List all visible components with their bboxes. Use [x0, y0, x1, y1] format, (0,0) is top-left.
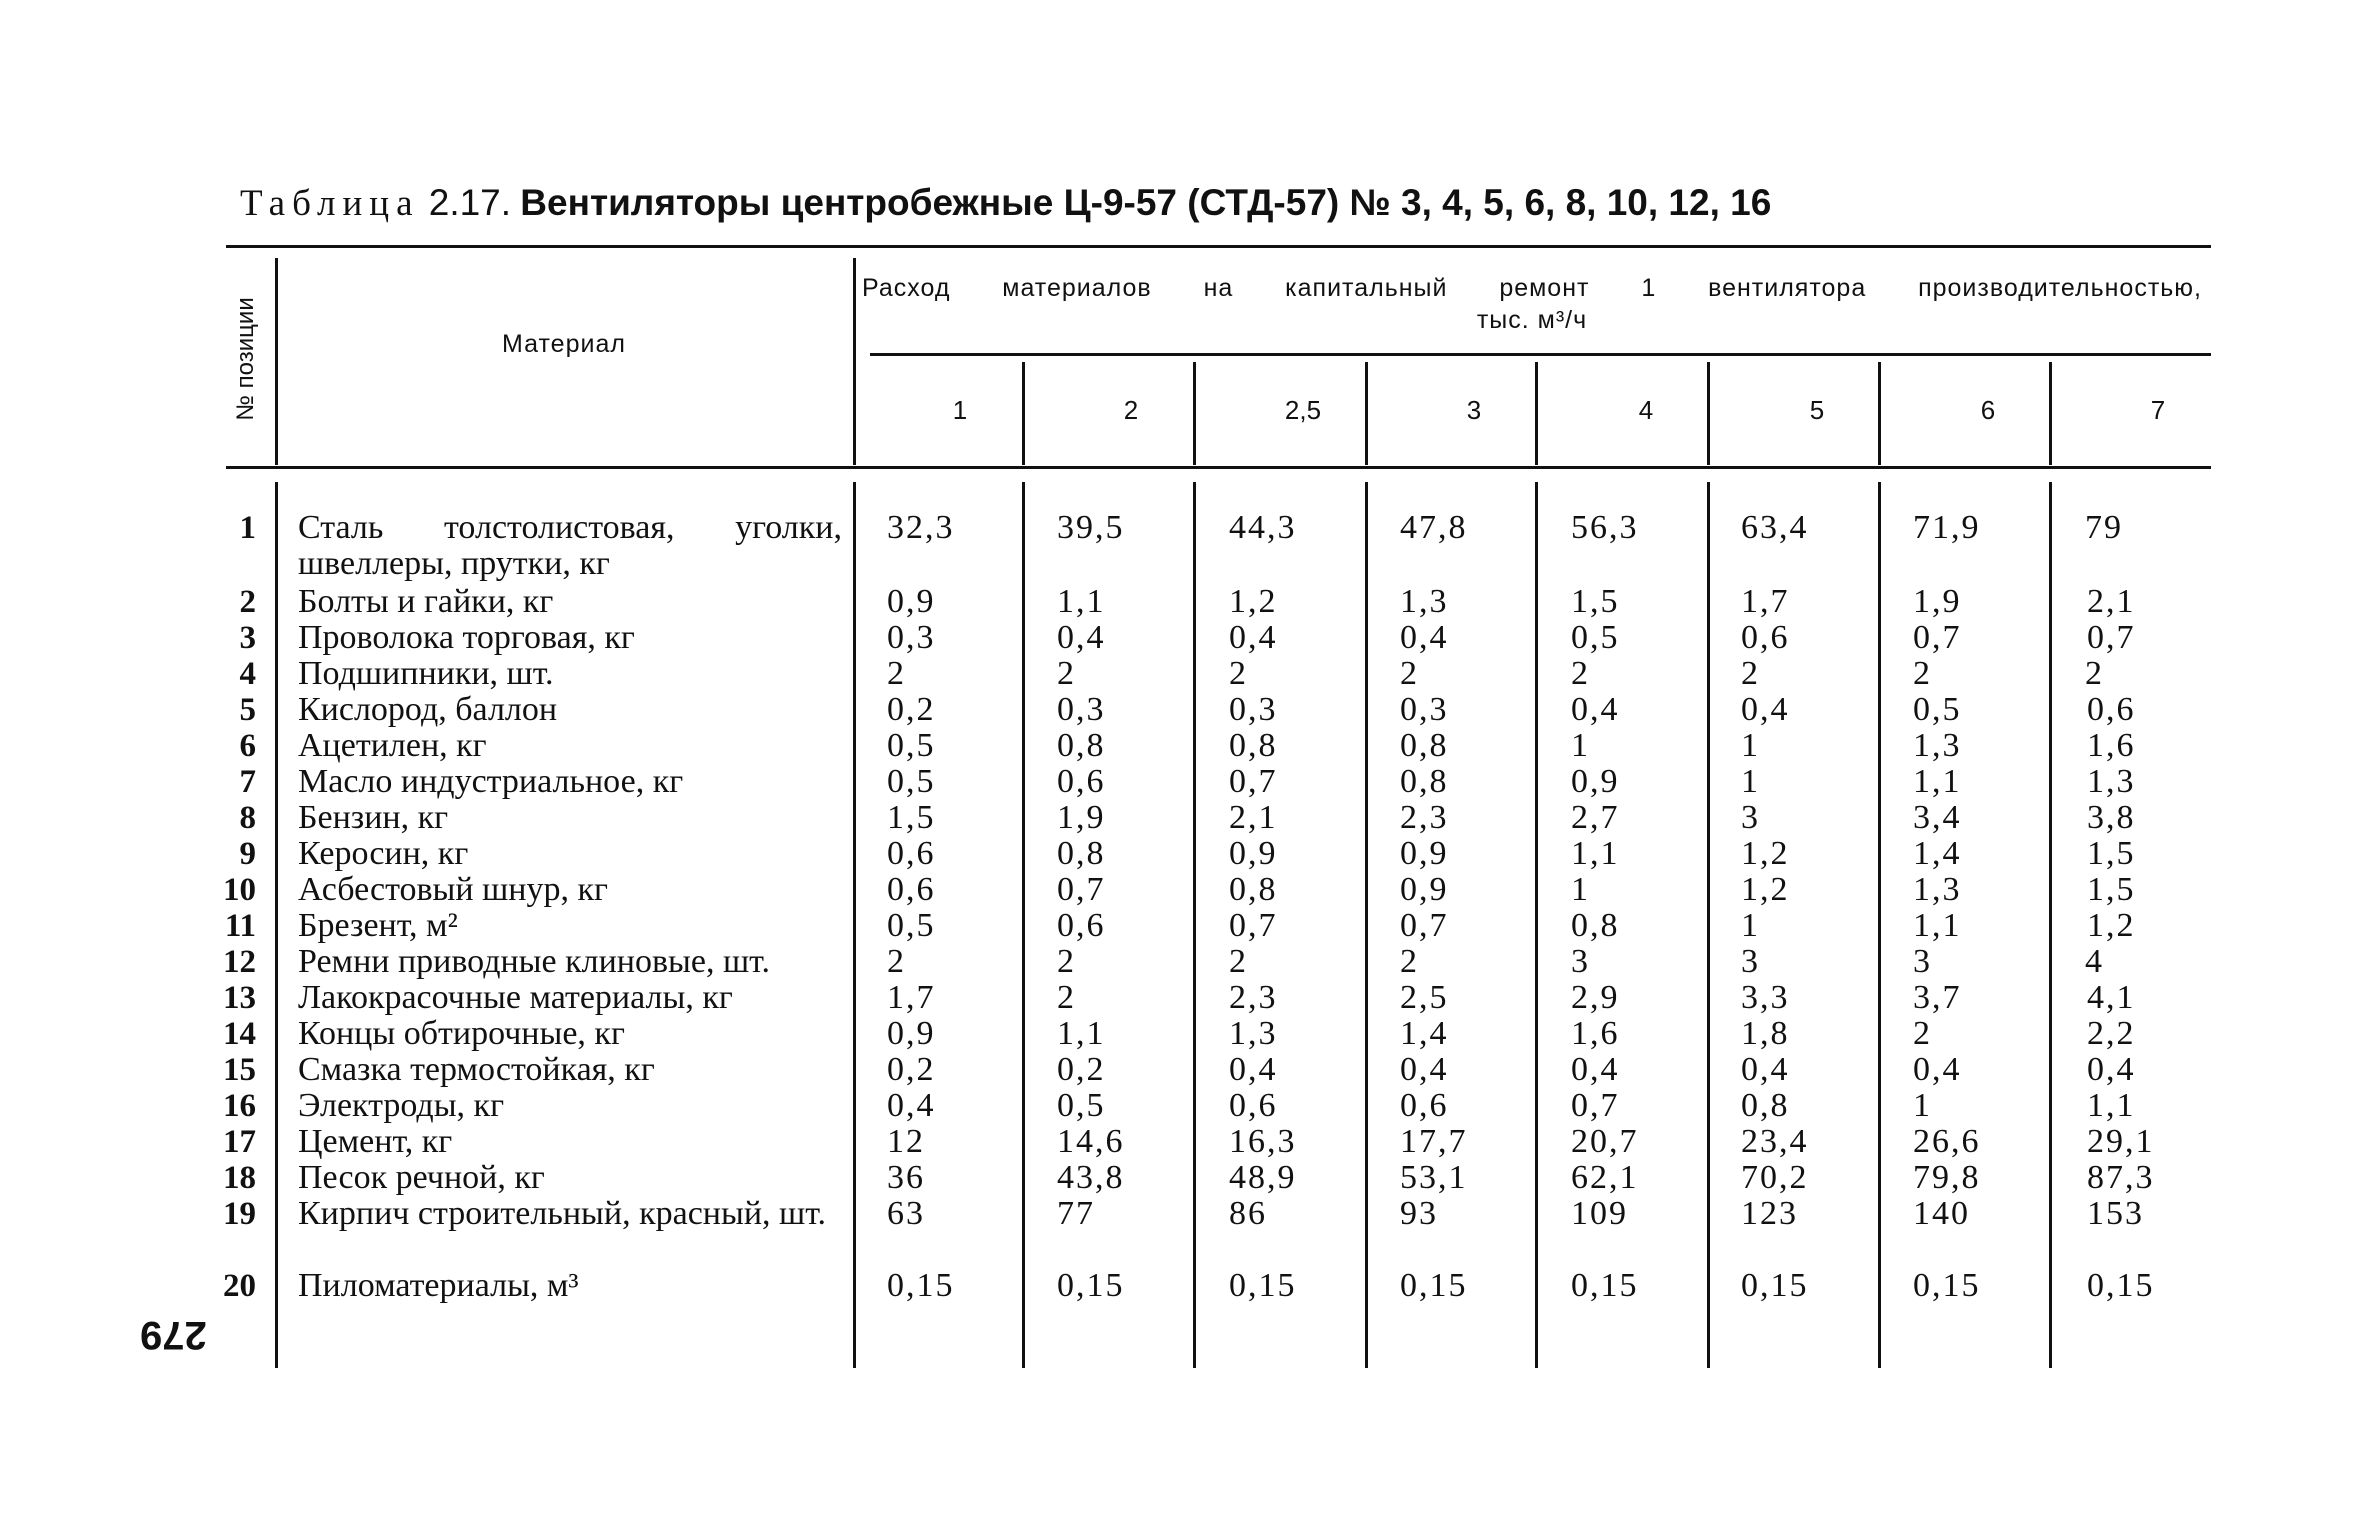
value-cell: 1,1: [1913, 763, 1962, 800]
value-cell: 2: [2085, 655, 2104, 692]
value-cell: 44,3: [1229, 509, 1297, 546]
value-cell: 0,7: [1913, 619, 1962, 656]
body-divider-material: [853, 482, 856, 1368]
capacity-header-cell: 3: [1466, 395, 1482, 425]
value-cell: 2: [1229, 655, 1248, 692]
value-cell: 23,4: [1741, 1123, 1809, 1160]
value-cell: 2: [887, 655, 906, 692]
value-cell: 4,1: [2087, 979, 2136, 1016]
value-cell: 43,8: [1057, 1159, 1125, 1196]
value-cell: 2: [1913, 1015, 1932, 1052]
value-cell: 2,7: [1571, 799, 1620, 836]
capacity-header-cell: 2,5: [1284, 395, 1322, 425]
value-cell: 1,3: [1913, 727, 1962, 764]
caption-title: Вентиляторы центробежные Ц-9-57 (СТД-57) № 3, 4, 5, 6, 8, 10, 12, 16: [520, 182, 1772, 223]
value-cell: 79: [2085, 509, 2123, 546]
row-material: Подшипники, шт.: [298, 655, 554, 692]
group-header-line-1: Расход материалов на капитальный ремонт 1 вентилятора производительностью,: [862, 274, 2202, 302]
row-number: 11: [224, 908, 256, 944]
value-cell: 29,1: [2087, 1123, 2155, 1160]
capacity-header-cell: 1: [952, 395, 968, 425]
value-cell: 0,15: [1741, 1267, 1809, 1304]
value-cell: 32,3: [887, 509, 955, 546]
row-material: Лакокрасочные материалы, кг: [298, 979, 733, 1016]
body-column-rule: [1707, 482, 1710, 1368]
row-number: 13: [223, 980, 256, 1016]
value-cell: 2: [1913, 655, 1932, 692]
value-cell: 0,4: [887, 1087, 936, 1124]
value-cell: 1,5: [1571, 583, 1620, 620]
value-cell: 0,15: [1057, 1267, 1125, 1304]
value-cell: 0,6: [887, 871, 936, 908]
row-material: Ремни приводные клиновые, шт.: [298, 943, 770, 980]
value-cell: 0,4: [1400, 619, 1449, 656]
row-material: Кислород, баллон: [298, 691, 558, 728]
row-number: 20: [223, 1268, 256, 1304]
body-column-rule: [1878, 482, 1881, 1368]
value-cell: 0,3: [1229, 691, 1278, 728]
value-cell: 2,3: [1229, 979, 1278, 1016]
table-top-rule: [226, 245, 2211, 248]
value-cell: 14,6: [1057, 1123, 1125, 1160]
value-cell: 0,7: [1571, 1087, 1620, 1124]
value-cell: 2: [1057, 979, 1076, 1016]
value-cell: 26,6: [1913, 1123, 1981, 1160]
value-cell: 2: [1057, 943, 1076, 980]
value-cell: 123: [1741, 1195, 1798, 1232]
value-cell: 0,3: [1400, 691, 1449, 728]
row-material: Бензин, кг: [298, 799, 449, 836]
value-cell: 0,6: [887, 835, 936, 872]
row-material: Концы обтирочные, кг: [298, 1015, 625, 1052]
body-column-rule: [1365, 482, 1368, 1368]
row-material: Болты и гайки, кг: [298, 583, 554, 620]
value-cell: 0,6: [2087, 691, 2136, 728]
value-cell: 1,9: [1913, 583, 1962, 620]
value-cell: 39,5: [1057, 509, 1125, 546]
value-cell: 0,8: [1229, 871, 1278, 908]
capacity-header-cell: 5: [1809, 395, 1825, 425]
value-cell: 77: [1057, 1195, 1095, 1232]
row-number: 5: [239, 692, 256, 728]
row-material: Пиломатериалы, м³: [298, 1267, 579, 1304]
row-number: 10: [223, 872, 256, 908]
value-cell: 0,7: [1229, 907, 1278, 944]
value-cell: 1: [1571, 871, 1590, 908]
row-number: 19: [223, 1196, 256, 1232]
value-cell: 1,5: [887, 799, 936, 836]
value-cell: 2: [1741, 655, 1760, 692]
value-cell: 0,15: [887, 1267, 955, 1304]
value-cell: 0,7: [1229, 763, 1278, 800]
value-cell: 0,4: [1571, 691, 1620, 728]
row-number: 3: [239, 620, 256, 656]
value-cell: 2,9: [1571, 979, 1620, 1016]
value-cell: 0,5: [887, 907, 936, 944]
value-cell: 0,9: [1400, 871, 1449, 908]
value-cell: 0,2: [887, 691, 936, 728]
value-cell: 20,7: [1571, 1123, 1639, 1160]
value-cell: 1,2: [2087, 907, 2136, 944]
value-cell: 3,8: [2087, 799, 2136, 836]
value-cell: 48,9: [1229, 1159, 1297, 1196]
value-cell: 1,2: [1741, 835, 1790, 872]
value-cell: 2,5: [1400, 979, 1449, 1016]
value-cell: 1: [1741, 727, 1760, 764]
value-cell: 0,4: [1741, 691, 1790, 728]
row-number: 15: [223, 1052, 256, 1088]
value-cell: 4: [2085, 943, 2104, 980]
value-cell: 0,8: [1229, 727, 1278, 764]
value-cell: 79,8: [1913, 1159, 1981, 1196]
row-number: 12: [223, 944, 256, 980]
row-material: Электроды, кг: [298, 1087, 505, 1124]
row-number: 18: [223, 1160, 256, 1196]
row-number: 8: [239, 800, 256, 836]
value-cell: 0,15: [1229, 1267, 1297, 1304]
value-cell: 53,1: [1400, 1159, 1468, 1196]
caption-label: Таблица: [240, 183, 420, 224]
material-header: Материал: [502, 330, 626, 358]
value-cell: 63,4: [1741, 509, 1809, 546]
value-cell: 1,2: [1741, 871, 1790, 908]
value-cell: 1,4: [1913, 835, 1962, 872]
consumption-group-header: [862, 272, 2202, 336]
capacity-header-cell: 7: [2150, 395, 2166, 425]
value-cell: 2: [1057, 655, 1076, 692]
row-material: Брезент, м²: [298, 907, 458, 944]
value-cell: 0,15: [1571, 1267, 1639, 1304]
value-cell: 1: [1913, 1087, 1932, 1124]
value-cell: 0,3: [887, 619, 936, 656]
header-bottom-rule: [226, 466, 2211, 469]
value-cell: 153: [2087, 1195, 2144, 1232]
value-cell: 0,9: [1229, 835, 1278, 872]
value-cell: 12: [887, 1123, 925, 1160]
value-cell: 1,6: [2087, 727, 2136, 764]
group-header-line-2: тыс. м³/ч: [1476, 306, 1588, 334]
value-cell: 0,2: [887, 1051, 936, 1088]
value-cell: 1,5: [2087, 871, 2136, 908]
value-cell: 1,1: [1913, 907, 1962, 944]
value-cell: 0,6: [1057, 907, 1106, 944]
value-cell: 0,9: [887, 1015, 936, 1052]
value-cell: 1,1: [1571, 835, 1620, 872]
value-cell: 2,1: [2087, 583, 2136, 620]
value-cell: 1,7: [887, 979, 936, 1016]
row-material: Цемент, кг: [298, 1123, 453, 1160]
value-cell: 0,3: [1057, 691, 1106, 728]
body-column-rule: [1193, 482, 1196, 1368]
body-divider-position: [275, 482, 278, 1368]
row-number: 14: [223, 1016, 256, 1052]
value-cell: 0,15: [1913, 1267, 1981, 1304]
value-cell: 1: [1741, 763, 1760, 800]
value-cell: 0,7: [2087, 619, 2136, 656]
value-cell: 1,4: [1400, 1015, 1449, 1052]
value-cell: 1,1: [1057, 583, 1106, 620]
row-material: Ацетилен, кг: [298, 727, 487, 764]
value-cell: 0,6: [1400, 1087, 1449, 1124]
value-cell: 0,4: [1229, 1051, 1278, 1088]
row-number: 7: [239, 764, 256, 800]
row-number: 17: [223, 1124, 256, 1160]
value-cell: 1,1: [2087, 1087, 2136, 1124]
value-cell: 1,3: [1400, 583, 1449, 620]
value-cell: 36: [887, 1159, 925, 1196]
row-material: Асбестовый шнур, кг: [298, 871, 608, 908]
value-cell: 0,5: [887, 763, 936, 800]
value-cell: 2: [887, 943, 906, 980]
value-cell: 0,8: [1741, 1087, 1790, 1124]
value-cell: 1,8: [1741, 1015, 1790, 1052]
row-material: Кирпич строительный, красный, шт.: [298, 1195, 826, 1232]
value-cell: 3,7: [1913, 979, 1962, 1016]
row-material: Проволока торговая, кг: [298, 619, 635, 656]
value-cell: 0,7: [1057, 871, 1106, 908]
value-cell: 1,2: [1229, 583, 1278, 620]
value-cell: 0,8: [1057, 727, 1106, 764]
row-material: Песок речной, кг: [298, 1159, 545, 1196]
value-cell: 2,3: [1400, 799, 1449, 836]
value-cell: 2: [1229, 943, 1248, 980]
body-column-rule: [2049, 482, 2052, 1368]
value-cell: 3: [1913, 943, 1932, 980]
value-cell: 0,2: [1057, 1051, 1106, 1088]
row-number: 2: [239, 584, 256, 620]
position-header: [206, 255, 286, 462]
value-cell: 1,1: [1057, 1015, 1106, 1052]
value-cell: 1,6: [1571, 1015, 1620, 1052]
value-cell: 0,7: [1400, 907, 1449, 944]
value-cell: 0,4: [1571, 1051, 1620, 1088]
value-cell: 1,7: [1741, 583, 1790, 620]
value-cell: 71,9: [1913, 509, 1981, 546]
value-cell: 17,7: [1400, 1123, 1468, 1160]
value-cell: 0,5: [1913, 691, 1962, 728]
value-cell: 3: [1571, 943, 1590, 980]
table-caption: [240, 178, 1771, 229]
value-cell: 2: [1400, 655, 1419, 692]
value-cell: 2: [1400, 943, 1419, 980]
value-cell: 0,9: [1571, 763, 1620, 800]
value-cell: 93: [1400, 1195, 1438, 1232]
value-cell: 1,3: [2087, 763, 2136, 800]
row-number: 16: [223, 1088, 256, 1124]
value-cell: 1,9: [1057, 799, 1106, 836]
value-cell: 3: [1741, 943, 1760, 980]
value-cell: 2,1: [1229, 799, 1278, 836]
value-cell: 1: [1571, 727, 1590, 764]
value-cell: 0,9: [887, 583, 936, 620]
value-cell: 0,8: [1400, 727, 1449, 764]
value-cell: 0,4: [1913, 1051, 1962, 1088]
value-cell: 140: [1913, 1195, 1970, 1232]
value-cell: 0,4: [1229, 619, 1278, 656]
value-cell: 0,8: [1571, 907, 1620, 944]
value-cell: 87,3: [2087, 1159, 2155, 1196]
value-cell: 63: [887, 1195, 925, 1232]
value-cell: 0,4: [1057, 619, 1106, 656]
row-number: 9: [239, 836, 256, 872]
capacity-header-cell: 2: [1123, 395, 1139, 425]
value-cell: 2: [1571, 655, 1590, 692]
capacity-header-cell: 4: [1638, 395, 1654, 425]
row-material: Смазка термостойкая, кг: [298, 1051, 655, 1088]
value-cell: 0,15: [2087, 1267, 2155, 1304]
value-cell: 1,5: [2087, 835, 2136, 872]
row-number: 6: [239, 728, 256, 764]
value-cell: 0,6: [1057, 763, 1106, 800]
row-material: Масло индустриальное, кг: [298, 763, 684, 800]
value-cell: 0,5: [1571, 619, 1620, 656]
value-cell: 1,3: [1229, 1015, 1278, 1052]
value-cell: 3,3: [1741, 979, 1790, 1016]
value-cell: 0,15: [1400, 1267, 1468, 1304]
value-cell: 2,2: [2087, 1015, 2136, 1052]
value-cell: 3,4: [1913, 799, 1962, 836]
value-cell: 0,4: [2087, 1051, 2136, 1088]
row-material: Сталь толстолистовая, уголки, швеллеры, прутки, кг: [298, 509, 842, 582]
value-cell: 3: [1741, 799, 1760, 836]
value-cell: 1,3: [1913, 871, 1962, 908]
value-cell: 0,6: [1229, 1087, 1278, 1124]
value-cell: 0,4: [1741, 1051, 1790, 1088]
value-cell: 0,8: [1400, 763, 1449, 800]
page-number: 279: [140, 1313, 207, 1357]
value-cell: 1: [1741, 907, 1760, 944]
value-cell: 0,5: [887, 727, 936, 764]
capacity-header-cell: 6: [1980, 395, 1996, 425]
body-column-rule: [1535, 482, 1538, 1368]
header-group-rule: [870, 353, 2211, 356]
value-cell: 0,8: [1057, 835, 1106, 872]
header-divider-material: [853, 258, 856, 465]
caption-number: 2.17.: [428, 182, 512, 223]
value-cell: 0,4: [1400, 1051, 1449, 1088]
row-number: 1: [239, 510, 256, 546]
value-cell: 0,5: [1057, 1087, 1106, 1124]
position-header-label: № позиции: [232, 296, 259, 421]
row-material: Керосин, кг: [298, 835, 469, 872]
value-cell: 16,3: [1229, 1123, 1297, 1160]
value-cell: 0,6: [1741, 619, 1790, 656]
value-cell: 86: [1229, 1195, 1267, 1232]
value-cell: 62,1: [1571, 1159, 1639, 1196]
value-cell: 47,8: [1400, 509, 1468, 546]
value-cell: 109: [1571, 1195, 1628, 1232]
value-cell: 56,3: [1571, 509, 1639, 546]
row-number: 4: [239, 656, 256, 692]
body-column-rule: [1022, 482, 1025, 1368]
value-cell: 70,2: [1741, 1159, 1809, 1196]
value-cell: 0,9: [1400, 835, 1449, 872]
